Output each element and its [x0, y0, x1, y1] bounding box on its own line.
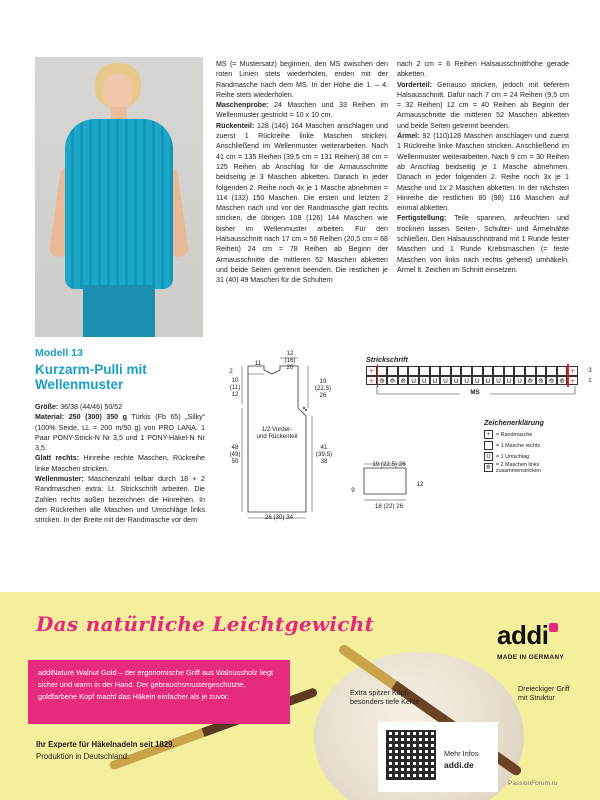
ad-production: Produktion in Deutschland.: [36, 752, 130, 761]
paragraph-label: Material:: [35, 413, 65, 422]
dim-left-small: [224, 368, 238, 375]
dim-shoulder: 11: [254, 360, 262, 367]
paragraph: [35, 412, 205, 453]
legend-symbol: +: [484, 430, 493, 439]
dim-top: [278, 350, 302, 371]
chart-cell: +: [366, 376, 377, 386]
dim-text: 10: [231, 377, 239, 384]
legend: [484, 429, 584, 473]
chart-cell: [472, 366, 483, 376]
paragraph: [35, 402, 205, 412]
chart-cell: [387, 366, 398, 376]
chart-cell: U: [440, 376, 451, 386]
sleeve-outline: [364, 468, 406, 494]
legend-symbol: U: [484, 452, 493, 461]
paragraph-text: 92 (110)128 Maschen anschlagen und zuerst 1 Rückreihe linke Maschen stricken. Anschließend im Wellenmuster weiterarbeiten. Nach 9 cm = 30 Reihen ab Anschlag beidseitig je 1 Masche abnehmen. Danach in jeder folgenden 2. Reihe noch 3x je 1 Masche und 1x 2 Maschen abketten. In der nächsten Hinreihe die restlichen 80 (98) 116 Maschen auf einmal abketten.: [397, 132, 569, 213]
chart-cell: ⟰: [546, 376, 557, 386]
dim-text: 20: [286, 364, 294, 371]
chart-cell: ⟰: [387, 376, 398, 386]
dim-height-right: [312, 444, 336, 465]
dim-text: 48: [231, 444, 239, 451]
addi-logo: [497, 620, 558, 651]
paragraph: [397, 131, 569, 213]
chart-cell: [377, 366, 388, 376]
paragraph-text: Türkis (Fb 65) „Silky“ (100% Seide, LL = 200 m/50 g) von PRO LANA. 1 Paar PONY-Strick-N Nr 3,5 und 1 PONY-Häkel-N Nr 3,5.: [35, 413, 205, 453]
chart-cell: ⟰: [525, 376, 536, 386]
face: [103, 73, 133, 111]
chart-cell: [408, 366, 419, 376]
chart-cell: U: [472, 376, 483, 386]
chart-cell: U: [430, 376, 441, 386]
chart-cell: [514, 366, 525, 376]
legend-item: [484, 451, 584, 462]
chart-cell: [525, 366, 536, 376]
logo-dot-icon: [549, 623, 558, 632]
note-text: besonders tiefe Kehle: [350, 697, 420, 706]
qr-code-icon[interactable]: [386, 730, 436, 780]
dim-text: 2: [229, 368, 233, 375]
chart-cell: +: [567, 366, 578, 376]
chart-cell: [546, 366, 557, 376]
paragraph-text: 36/38 (44/46) 50/52: [58, 403, 123, 411]
advertisement: [0, 592, 600, 800]
paragraph-label: Rückenteil:: [216, 121, 255, 130]
sleeve-dim-bottom: 18 (22) 26: [374, 503, 404, 510]
paragraph-label: Maschenprobe:: [216, 101, 269, 110]
dim-text: 1/2 Vorder-: [261, 426, 293, 433]
feature-note: [518, 684, 570, 702]
paragraph-label: 250 (300) 350 g: [64, 413, 127, 422]
sleeve-dim-left: 9: [351, 487, 355, 494]
dim-text: 19: [319, 378, 327, 385]
row-number: 3: [588, 367, 592, 374]
paragraph: [397, 80, 569, 131]
model-title: Kurzarm-Pulli mit Wellenmuster: [35, 362, 147, 392]
dim-height-left: [228, 444, 242, 465]
chart-cell: U: [514, 376, 525, 386]
paragraph-text: MS (= Mustersatz) beginnen, den MS zwischen den roten Linien stets wiederholen, enden mit der Randmasche nach dem MS. In der Höhe die 1. – 4. Reihe stets wiederholen.: [216, 60, 388, 99]
paragraph-text: Teile spannen, anfeuchten und trocknen lassen. Seiten-, Schulter- und Ärmelnähte schließen. Den Halsausschnittrand mit 1 Runde fester Maschen und 1 Runde Krebsmaschen (= feste Maschen von links nach rechts gehend) umhäkeln. Ärmel lt. Zeichen im Schnitt einsetzen.: [397, 214, 569, 274]
dim-left: [228, 377, 242, 398]
note-text: mit Struktur: [518, 693, 555, 702]
paragraph: [35, 453, 205, 474]
dim-text: 38: [320, 458, 328, 465]
paragraph-label: Fertigstellung:: [397, 214, 447, 223]
sleeve-dim-right: 12: [416, 481, 424, 488]
chart-cell: [440, 366, 451, 376]
chart-cell: [430, 366, 441, 376]
paragraph: [397, 59, 569, 80]
dim-text: 50: [231, 458, 239, 465]
more-info: Mehr Infos: [444, 749, 479, 758]
dim-text: 26: [319, 392, 327, 399]
paragraph: [216, 59, 388, 100]
ad-headline: Das natürliche Leichtgewicht: [36, 612, 375, 636]
turquoise-sweater: [65, 119, 173, 289]
dim-text: (22,5): [314, 385, 332, 392]
chart-cell: +: [366, 366, 377, 376]
legend-text: = 1 Umschlag: [496, 453, 530, 460]
paragraph-label: Größe:: [35, 403, 59, 411]
chart-title: Strickschrift: [366, 355, 408, 364]
piece-label: [252, 426, 302, 440]
paragraph-label: Vorderteil:: [397, 80, 432, 89]
legend-text: = 2 Maschen links zusammenstricken: [495, 461, 541, 474]
chart-cell: [461, 366, 472, 376]
repeat-marker-line: [377, 364, 378, 387]
paragraph: [397, 213, 569, 275]
chart-cell: ⟰: [557, 376, 568, 386]
legend-item: [484, 462, 584, 473]
sleeve-mark: [303, 407, 305, 409]
dim-text: (16): [284, 357, 296, 364]
chart-cell: U: [493, 376, 504, 386]
chart-cell: [483, 366, 494, 376]
watermark: PassionForum.ru: [508, 780, 558, 787]
chart-cell: [451, 366, 462, 376]
chart-cell: U: [451, 376, 462, 386]
paragraph-text: 24 Maschen und 33 Reihen im Wellenmuster gestrickt = 10 x 10 cm.: [216, 101, 388, 120]
text-column-3: [397, 59, 569, 275]
made-in-germany: MADE IN GERMANY: [497, 654, 564, 661]
chart-cell: ⟰: [377, 376, 388, 386]
note-text: Extra spitzer Kopf,: [350, 688, 409, 697]
chart-cell: +: [567, 376, 578, 386]
text-column-1: [35, 402, 205, 526]
dim-text: (49): [229, 451, 241, 458]
chart-cell: U: [483, 376, 494, 386]
legend-item: [484, 440, 584, 451]
chart-cell: U: [419, 376, 430, 386]
legend-text: = Randmasche: [496, 431, 533, 438]
dim-bottom: 26 (30) 34: [264, 514, 294, 521]
sleeve-dim-top: 19 (22,5) 26: [372, 461, 406, 468]
chart-cell: U: [504, 376, 515, 386]
chart-cell: ⟰: [536, 376, 547, 386]
paragraph-label: Ärmel:: [397, 132, 420, 141]
row-number: 1: [588, 377, 592, 384]
legend-symbol: [484, 441, 493, 450]
chart-cell: U: [461, 376, 472, 386]
dim-text: (39,5): [315, 451, 333, 458]
chart-cell: [504, 366, 515, 376]
chart-cell: [557, 366, 568, 376]
note-text: Dreieckiger Griff: [518, 684, 570, 693]
chart-cell: [419, 366, 430, 376]
paragraph: [216, 121, 388, 286]
legend-item: [484, 429, 584, 440]
paragraph-text: Maschenzahl teilbar durch 18 + 2 Randmaschen extra: Lt. Strickschrift arbeiten. Die Zahlen rechts außen bezeichnen die Hinreihen. In den Rückreihen alle Maschen und Umschläge links stricken. In der Breite mit der Randmasche vor dem: [35, 475, 205, 525]
chart-cell: ⟰: [398, 376, 409, 386]
chart-cell: [493, 366, 504, 376]
paragraph-text: Genauso stricken, jedoch mit tieferem Halsausschnitt. Dafür nach 7 cm = 24 Reihen (9,5 cm = 32 Reihen) 12 cm = 40 Reihen ab Beginn der Armausschnitte die mittleren 52 Maschen abketten und beide Seiten getrennt beenden.: [397, 80, 569, 130]
ad-expert: Ihr Experte für Häkelnadeln seit 1829.: [36, 740, 175, 749]
legend-symbol: ⟰: [485, 465, 491, 471]
dim-right: [312, 378, 334, 399]
model-number: Modell 13: [35, 347, 83, 359]
legend-title: Zeichenerklärung: [484, 418, 544, 427]
sleeve-mark: [305, 409, 307, 411]
paragraph-label: Wellenmuster:: [35, 475, 84, 484]
model-photo: [35, 57, 203, 337]
dim-text: 12: [231, 391, 239, 398]
ms-label: MS: [460, 389, 490, 396]
addi-link[interactable]: addi.de: [444, 760, 474, 770]
text-column-2: [216, 59, 388, 286]
logo-text: addi: [497, 620, 549, 650]
chart-cell: [398, 366, 409, 376]
feature-note: [350, 688, 420, 706]
paragraph-text: 128 (146) 164 Maschen anschlagen und zuerst 1 Rückreihe linke Maschen stricken. Anschließend im Wellenmuster weiterarbeiten. Nach 41 cm = 135 Reihen (39,5 cm = 131 Reihen) 38 cm = 125 Reihen ab Anschlag für die Armausschnitte beidseitig je 3 Maschen abketten. Danach in jeder folgenden 2. Reihe noch 4x je 1 Masche abnehmen = 114 (132) 150 Maschen. Die ersten und letzten 2 Maschen nach und vor der Randmasche glatt rechts stricken, die übrigen 108 (126) 144 Maschen wie bisher im Wellenmuster arbeiten. Für den Halsausschnitt nach 17 cm = 56 Reihen (20,5 cm = 68 Reihen) 24 cm = 78 Reihen ab Beginn der Armausschnitte die mittleren 52 Maschen abketten und beide Seiten getrennt beenden. Die restlichen je 31 (40) 49 Maschen für die Schultern: [216, 121, 388, 285]
paragraph-label: Glatt rechts:: [35, 454, 80, 463]
dim-text: (11): [229, 384, 241, 391]
pants: [83, 285, 155, 337]
paragraph-text: nach 2 cm = 6 Reihen Halsausschnitthöhe gerade abketten.: [397, 60, 569, 79]
paragraph: [216, 100, 388, 121]
repeat-marker-line: [567, 364, 568, 387]
dim-text: 41: [320, 444, 328, 451]
dim-text: 12: [286, 350, 294, 357]
paragraph: [35, 474, 205, 525]
ad-body: addiNature Walnut Gold – der ergonomische Griff aus Walnussholz liegt sicher und warm in der Hand. Der gebrauchsmustergeschützte, goldfarbene Kopf macht das Häkeln einfacher als je zuvor.: [28, 660, 290, 724]
chart-cell: [536, 366, 547, 376]
dim-text: und Rückenteil: [256, 433, 298, 440]
legend-text: = 1 Masche rechts: [496, 442, 541, 449]
paragraph-text: Hinreihe rechte Maschen, Rückreihe linke Maschen stricken.: [35, 454, 205, 473]
chart-cell: U: [408, 376, 419, 386]
